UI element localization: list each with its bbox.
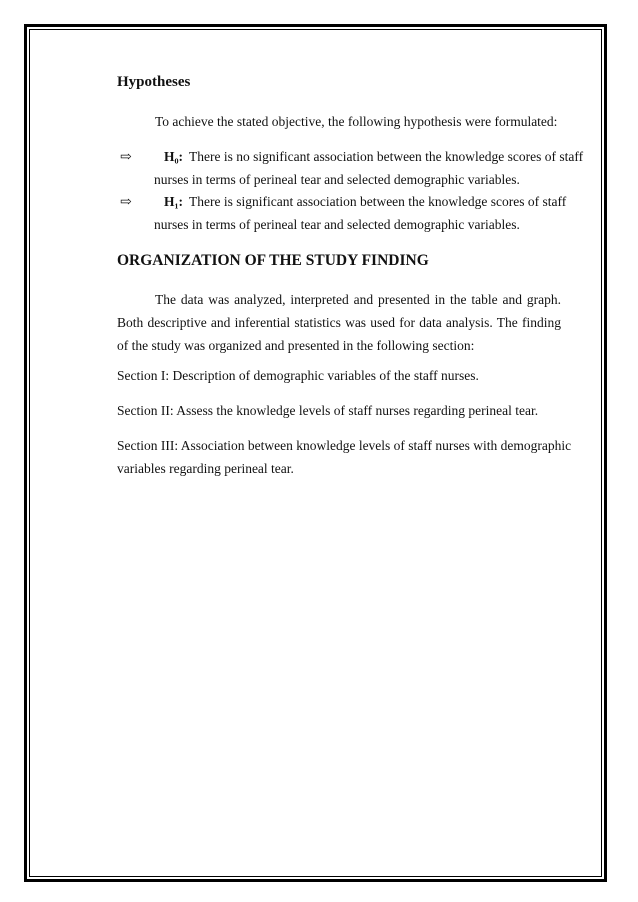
hypothesis-text-line2: nurses in terms of perineal tear and selected demographic variables.: [154, 217, 520, 232]
hypothesis-text-line1: There is no significant association between the knowledge scores of staff: [189, 149, 584, 164]
section-item: Section I: Description of demographic variables of the staff nurses.: [117, 368, 479, 383]
hypotheses-heading: Hypotheses: [117, 74, 191, 90]
hypothesis-text-line1: There is significant association between the knowledge scores of staff: [189, 194, 567, 209]
hypothesis-label: H₁:: [164, 194, 184, 209]
hypothesis-label: H₀:: [164, 149, 184, 164]
section-item: Section III: Association between knowledge levels of staff nurses with demographic: [117, 438, 572, 453]
arrow-right-icon: ⇨: [120, 195, 132, 210]
section-item: Section II: Assess the knowledge levels of staff nurses regarding perineal tear.: [117, 403, 539, 418]
paragraph-text: The data was analyzed, interpreted and presented in the table and graph. Both descriptive and inferential statistics was used for data analysis. The finding of the study was organized and presented in the following section:: [117, 292, 561, 353]
arrow-right-icon: ⇨: [120, 150, 132, 165]
section-item-continued: variables regarding perineal tear.: [117, 461, 294, 476]
organization-paragraph: [117, 288, 561, 357]
organization-heading: ORGANIZATION OF THE STUDY FINDING: [117, 252, 429, 269]
hypothesis-text-line2: nurses in terms of perineal tear and selected demographic variables.: [154, 172, 520, 187]
hypotheses-intro: To achieve the stated objective, the following hypothesis were formulated:: [155, 114, 558, 129]
